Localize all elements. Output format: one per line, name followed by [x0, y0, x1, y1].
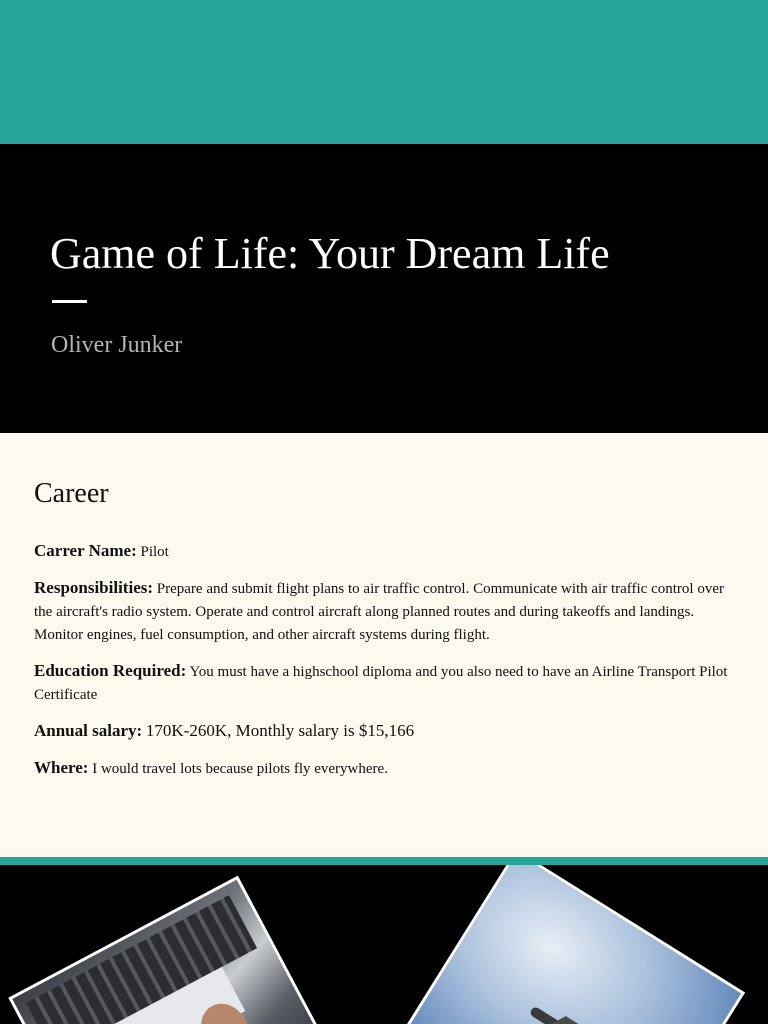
top-teal-band — [0, 0, 768, 144]
field-label: Responsibilities: — [34, 578, 154, 597]
slide-subtitle: Oliver Junker — [51, 332, 183, 358]
career-heading: Career — [34, 478, 109, 509]
responsibilities-field — [34, 576, 734, 647]
field-label: Annual salary: — [34, 721, 143, 740]
airplane-photo — [405, 865, 745, 1024]
career-slide — [0, 433, 768, 857]
salary-field — [34, 719, 734, 744]
field-value: Pilot — [140, 544, 169, 560]
photo-slide — [0, 865, 768, 1024]
slide-title: Game of Life: Your Dream Life — [50, 229, 610, 278]
field-value: 170K-260K, Monthly salary is $15,166 — [145, 721, 415, 740]
career-fields — [34, 539, 734, 793]
cockpit-photo — [8, 876, 331, 1024]
where-field — [34, 756, 734, 781]
title-accent-rule — [52, 300, 87, 303]
field-label: Carrer Name: — [34, 541, 137, 560]
field-label: Where: — [34, 758, 89, 777]
teal-divider — [0, 857, 768, 865]
education-field — [34, 659, 734, 707]
career-name-field — [34, 539, 734, 564]
field-label: Education Required: — [34, 661, 187, 680]
field-value: I would travel lots because pilots fly everywhere. — [92, 761, 388, 777]
field-value: Prepare and submit flight plans to air traffic control. Communicate with air traffic control over the aircraft's radio system. Operate and control aircraft along planned routes and during takeoffs and landings. Monitor engines, fuel consumption, and other aircraft systems during flight. — [34, 581, 724, 643]
field-value: You must have a highschool diploma and you also need to have an Airline Transport Pilot Certificate — [34, 664, 728, 703]
title-slide — [0, 144, 768, 433]
